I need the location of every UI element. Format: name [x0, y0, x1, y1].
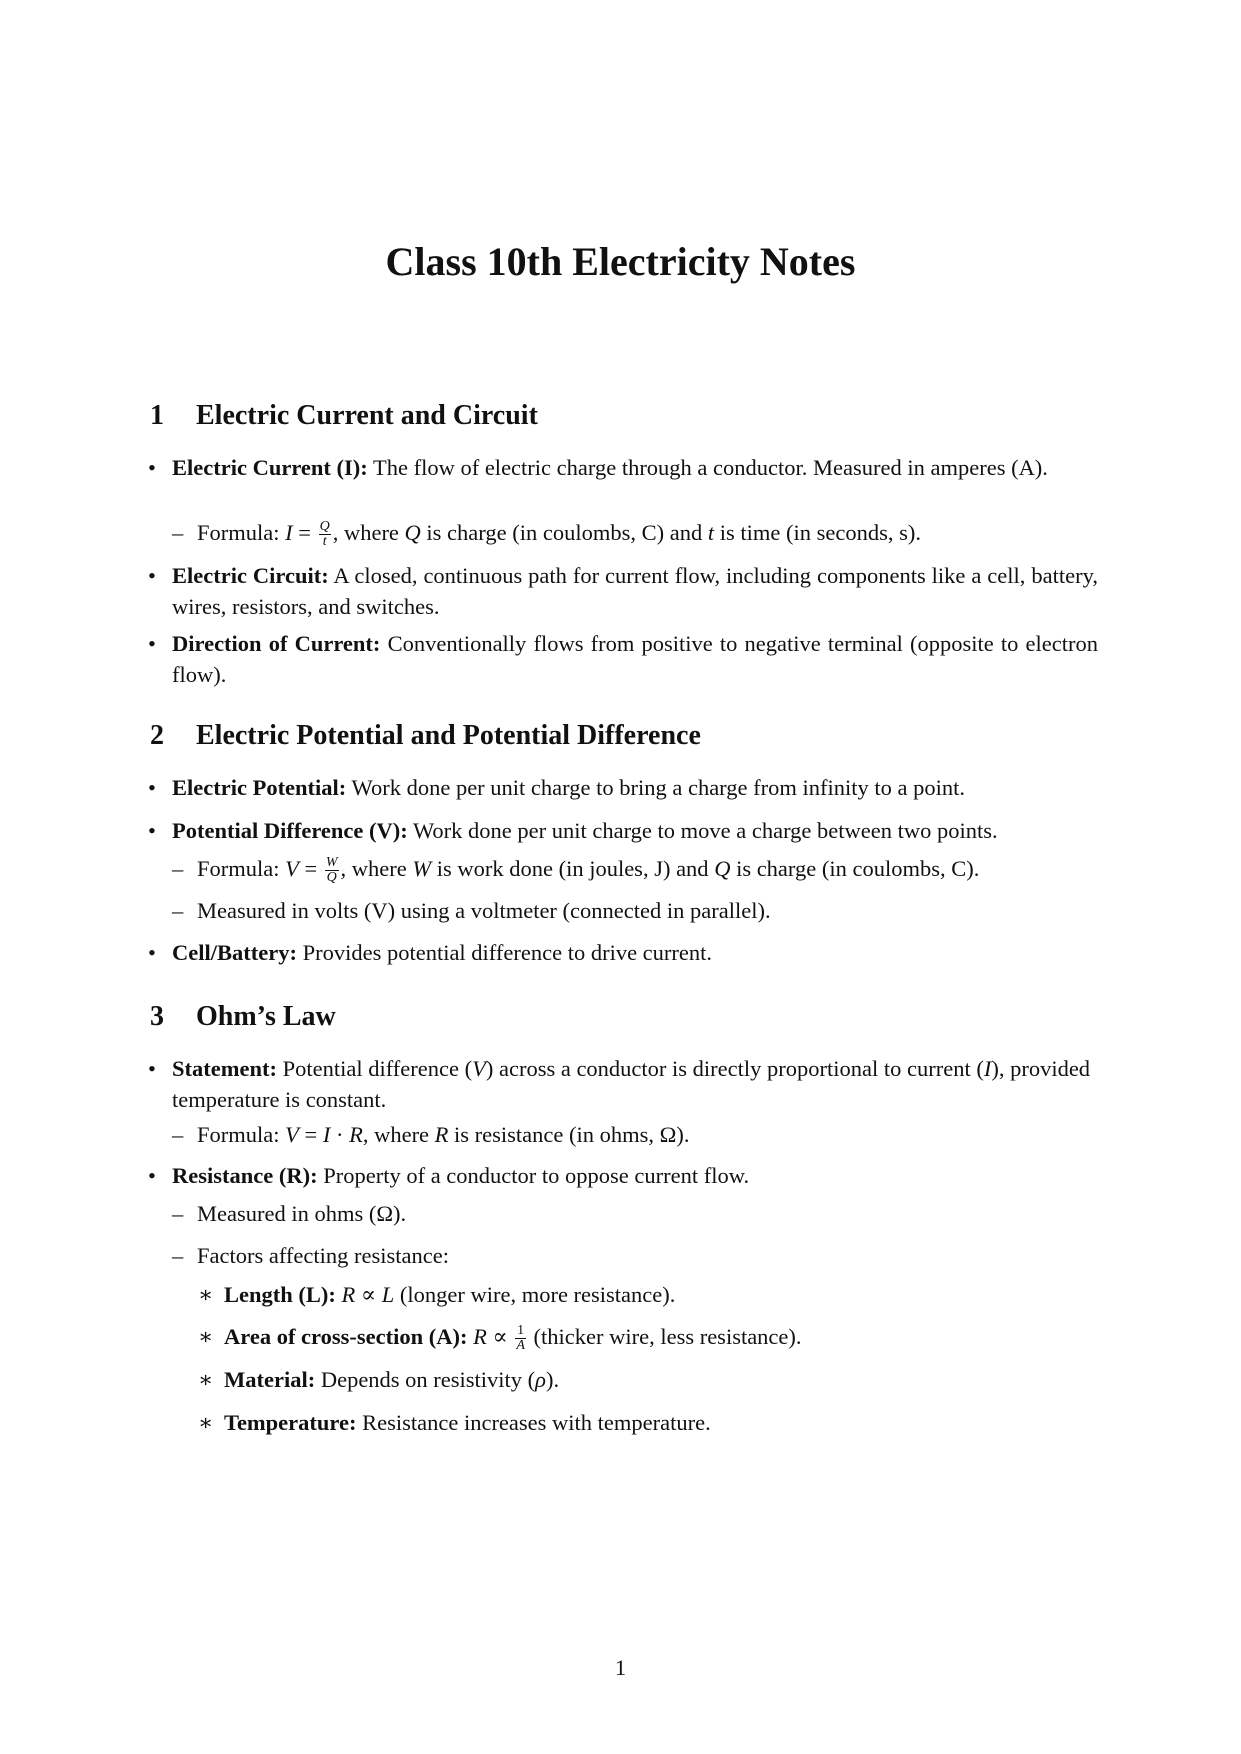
numerator: Q — [319, 519, 330, 535]
math-op: · — [330, 1122, 350, 1147]
text: Resistance increases with temperature. — [356, 1410, 711, 1435]
math-var: I — [983, 1056, 992, 1081]
star-marker: ∗ — [198, 1410, 214, 1435]
math-var: V — [472, 1056, 486, 1081]
list-item-factor-material — [198, 1364, 1094, 1395]
text: Factors affecting resistance: — [197, 1243, 449, 1268]
list-item-cell-battery — [148, 937, 1098, 968]
definition: The flow of electric charge through a conductor. Measured in amperes (A). — [367, 455, 1048, 480]
denominator: Q — [326, 870, 337, 886]
math-var: R — [341, 1282, 356, 1307]
term: Resistance (R): — [172, 1163, 318, 1188]
math-var: ρ — [535, 1367, 546, 1392]
term: Statement: — [172, 1056, 277, 1081]
definition: Work done per unit charge to move a charge between two points. — [407, 818, 998, 843]
page-title: Class 10th Electricity Notes — [385, 239, 856, 284]
text: Measured in volts (V) using a voltmeter (connected in parallel). — [197, 898, 771, 923]
dash-marker: – — [172, 1201, 184, 1226]
term: Direction of Current: — [172, 631, 381, 656]
text: (thicker wire, less resistance). — [527, 1324, 802, 1349]
list-item-resistance-measured — [172, 1198, 1097, 1229]
section-number: 1 — [150, 400, 164, 431]
dash-marker: – — [172, 1122, 184, 1147]
math-var: R — [349, 1122, 363, 1147]
list-item-electric-circuit — [148, 560, 1098, 622]
formula-label: Formula: — [197, 1122, 286, 1147]
section-heading-2 — [150, 720, 701, 752]
section-heading-1 — [150, 400, 538, 432]
dash-marker: – — [172, 856, 184, 881]
math-var: R — [434, 1122, 449, 1147]
list-item-pd-measured — [172, 895, 1097, 926]
list-item-current-formula — [172, 517, 1097, 550]
term: Potential Difference (V): — [172, 818, 408, 843]
text: , where — [340, 856, 413, 881]
math-op: ∝ — [355, 1282, 382, 1307]
dash-marker: – — [172, 520, 184, 545]
list-item-statement — [148, 1053, 1098, 1115]
section-title: Electric Current and Circuit — [196, 400, 538, 431]
term: Electric Potential: — [172, 775, 347, 800]
numerator: W — [325, 855, 338, 871]
list-item-pd-formula — [172, 853, 1097, 886]
list-item-resistance — [148, 1160, 1098, 1191]
star-marker: ∗ — [198, 1324, 214, 1349]
star-marker: ∗ — [198, 1367, 214, 1392]
term: Area of cross-section (A): — [224, 1324, 468, 1349]
list-item-factor-length — [198, 1279, 1094, 1310]
list-item-factor-temperature — [198, 1407, 1094, 1438]
text: is work done (in joules, J) and — [431, 856, 715, 881]
numerator: 1 — [517, 1323, 525, 1339]
text: Depends on resistivity ( — [315, 1367, 536, 1392]
list-item-electric-current — [148, 452, 1098, 483]
dash-marker: – — [172, 898, 184, 923]
bullet-marker: • — [148, 563, 156, 588]
bullet-marker: • — [148, 455, 156, 480]
math-var: W — [412, 856, 432, 881]
fraction — [515, 1324, 526, 1353]
definition: Property of a conductor to oppose current flow. — [317, 1163, 750, 1188]
math-op: = — [292, 520, 317, 545]
bullet-marker: • — [148, 940, 156, 965]
list-item-potential-difference — [148, 815, 1098, 846]
fraction — [319, 520, 331, 549]
math-var: V — [285, 856, 299, 881]
term: Electric Current (I): — [172, 455, 368, 480]
section-number: 3 — [150, 1001, 164, 1032]
list-item-direction-of-current — [148, 628, 1098, 690]
term: Electric Circuit: — [172, 563, 329, 588]
math-var: Q — [404, 520, 421, 545]
definition: Conventionally flows from positive to negative terminal (opposite to electron flow). — [172, 631, 1098, 687]
denominator: t — [322, 534, 327, 550]
section-heading-3 — [150, 1001, 336, 1033]
bullet-marker: • — [148, 818, 156, 843]
list-item-electric-potential — [148, 772, 1098, 803]
text: Potential difference ( — [276, 1056, 473, 1081]
list-item-ohm-formula — [172, 1119, 1097, 1150]
text: is time (in seconds, s). — [714, 520, 921, 545]
math-var: L — [381, 1282, 395, 1307]
section-title: Electric Potential and Potential Difference — [196, 720, 701, 751]
text: , where — [332, 520, 405, 545]
bullet-marker: • — [148, 775, 156, 800]
formula-label: Formula: — [197, 520, 286, 545]
formula-label: Formula: — [197, 856, 286, 881]
math-var: V — [285, 1122, 299, 1147]
math-var: R — [473, 1324, 487, 1349]
text: ), provided temperature is constant. — [172, 1056, 1091, 1112]
section-number: 2 — [150, 720, 164, 751]
star-marker: ∗ — [198, 1282, 214, 1307]
math-var: I — [322, 1122, 331, 1147]
definition: Work done per unit charge to bring a charge from infinity to a point. — [346, 775, 965, 800]
bullet-marker: • — [148, 631, 156, 656]
dash-marker: – — [172, 1243, 184, 1268]
list-item-factors-intro — [172, 1240, 1097, 1271]
term: Length (L): — [224, 1282, 336, 1307]
definition: Provides potential difference to drive current. — [296, 940, 713, 965]
term: Material: — [224, 1367, 316, 1392]
term: Cell/Battery: — [172, 940, 297, 965]
list-item-factor-area — [198, 1321, 1094, 1354]
page-number: 1 — [614, 1655, 627, 1680]
section-title: Ohm’s Law — [196, 1001, 336, 1032]
bullet-marker: • — [148, 1056, 156, 1081]
fraction — [325, 856, 339, 885]
math-var: t — [707, 520, 715, 545]
denominator: A — [516, 1338, 525, 1354]
text: is charge (in coulombs, C). — [730, 856, 980, 881]
text: Measured in ohms (Ω). — [197, 1201, 407, 1226]
definition: A closed, continuous path for current flow, including components like a cell, battery, wires, resistors, and switches. — [172, 563, 1098, 619]
math-var: I — [285, 520, 293, 545]
bullet-marker: • — [148, 1163, 156, 1188]
text: , where — [362, 1122, 435, 1147]
text: (longer wire, more resistance). — [394, 1282, 676, 1307]
math-op: = — [298, 1122, 323, 1147]
math-var: Q — [714, 856, 731, 881]
math-op: ∝ — [486, 1324, 514, 1349]
text: ). — [545, 1367, 560, 1392]
term: Temperature: — [224, 1410, 357, 1435]
text: ) across a conductor is directly proportional to current ( — [485, 1056, 984, 1081]
text: is charge (in coulombs, C) and — [420, 520, 708, 545]
text: is resistance (in ohms, Ω). — [448, 1122, 690, 1147]
math-op: = — [298, 856, 323, 881]
